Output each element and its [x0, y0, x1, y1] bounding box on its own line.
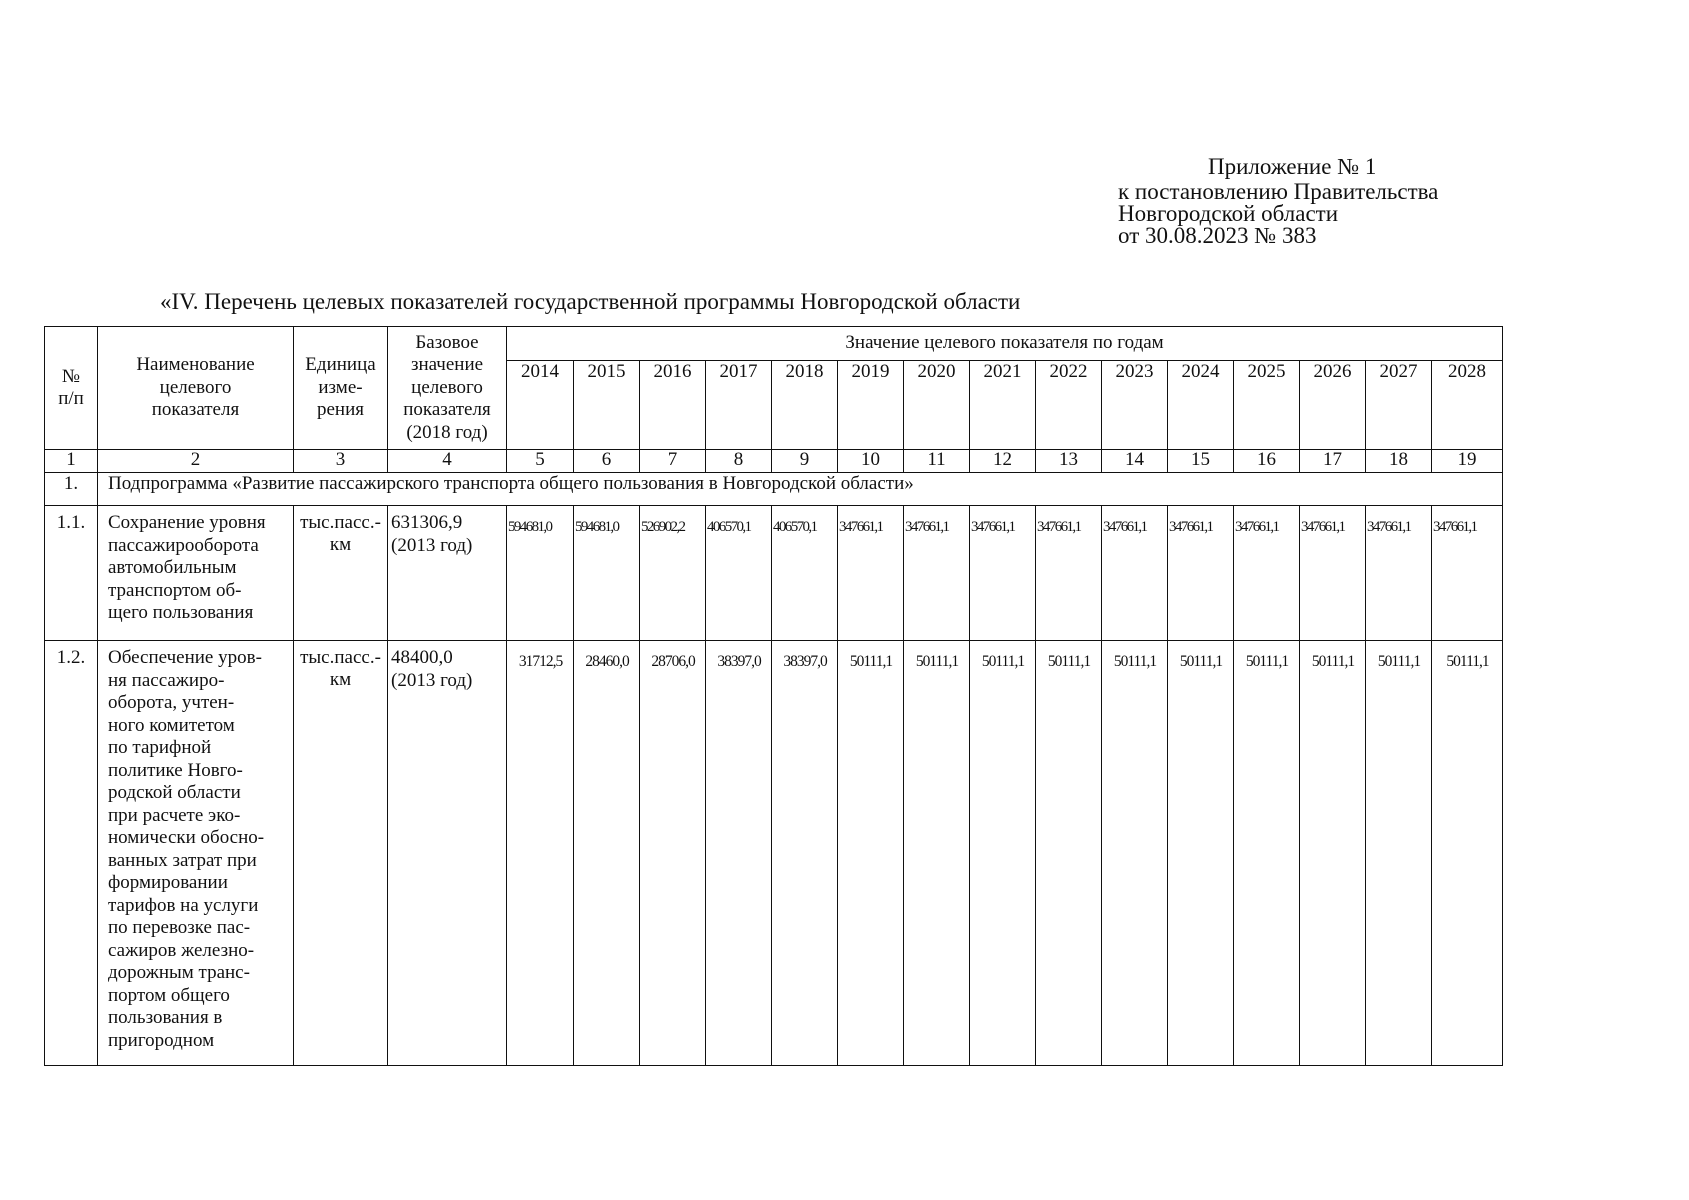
value-cell: 594681,0 — [574, 506, 640, 641]
column-number: 3 — [294, 450, 388, 473]
year-cell: 2026 — [1300, 361, 1366, 450]
header-row — [45, 327, 1503, 361]
value-cell: 347661,1 — [1102, 506, 1168, 641]
column-number: 12 — [970, 450, 1036, 473]
indicator-name: Обеспечение уров- ня пассажиро- оборота, учтен- ного комитетом по тарифной политике Новго- родской области при расчете эко- номически обосно- ванных затрат при формировании тарифов на услуги по перевозке пас- сажиров железно- дорожным транс- портом общего пользования в пригородном — [98, 641, 294, 1066]
column-number: 1 — [45, 450, 98, 473]
base-value-cell: 631306,9 (2013 год) — [388, 506, 507, 641]
row-num: 1.2. — [45, 641, 98, 1066]
value-cell: 50111,1 — [1036, 641, 1102, 1066]
value-cell: 406570,1 — [772, 506, 838, 641]
value-cell: 50111,1 — [1432, 641, 1503, 1066]
year-cell: 2019 — [838, 361, 904, 450]
column-number: 13 — [1036, 450, 1102, 473]
column-number: 14 — [1102, 450, 1168, 473]
value-cell: 347661,1 — [1366, 506, 1432, 641]
year-cell: 2017 — [706, 361, 772, 450]
year-cell: 2024 — [1168, 361, 1234, 450]
value-cell: 50111,1 — [970, 641, 1036, 1066]
value-cell: 50111,1 — [1300, 641, 1366, 1066]
header-num: № п/п — [45, 327, 98, 450]
indicator-name: Сохранение уровня пассажирооборота автомобильным транспортом об- щего пользования — [98, 506, 294, 641]
value-cell: 594681,0 — [507, 506, 574, 641]
value-cell: 38397,0 — [706, 641, 772, 1066]
value-cell: 347661,1 — [970, 506, 1036, 641]
header-years-group: Значение целевого показателя по годам — [507, 327, 1503, 361]
subprogram-row — [45, 473, 1503, 506]
indicators-table — [44, 326, 1503, 1066]
value-cell: 50111,1 — [1102, 641, 1168, 1066]
document-title: «IV. Перечень целевых показателей государственной программы Новгородской области — [160, 289, 1021, 314]
year-cell: 2016 — [640, 361, 706, 450]
value-cell: 38397,0 — [772, 641, 838, 1066]
column-number: 9 — [772, 450, 838, 473]
value-cell: 28460,0 — [574, 641, 640, 1066]
column-number: 6 — [574, 450, 640, 473]
value-cell: 347661,1 — [1234, 506, 1300, 641]
value-cell: 50111,1 — [904, 641, 970, 1066]
year-cell: 2020 — [904, 361, 970, 450]
column-number: 17 — [1300, 450, 1366, 473]
value-cell: 526902,2 — [640, 506, 706, 641]
unit-cell: тыс.пасс.- км — [294, 641, 388, 1066]
header-name: Наименование целевого показателя — [98, 327, 294, 450]
year-cell: 2025 — [1234, 361, 1300, 450]
appendix-line: от 30.08.2023 № 383 — [1118, 223, 1317, 248]
appendix-reference — [1118, 181, 1438, 247]
value-cell: 406570,1 — [706, 506, 772, 641]
appendix-line: к постановлению Правительства — [1118, 179, 1439, 204]
value-cell: 347661,1 — [904, 506, 970, 641]
subprogram-name: Подпрограмма «Развитие пассажирского транспорта общего пользования в Новгородской области» — [98, 473, 1503, 506]
value-cell: 347661,1 — [1036, 506, 1102, 641]
value-cell: 50111,1 — [1366, 641, 1432, 1066]
year-cell: 2023 — [1102, 361, 1168, 450]
column-number: 10 — [838, 450, 904, 473]
year-cell: 2018 — [772, 361, 838, 450]
value-cell: 50111,1 — [838, 641, 904, 1066]
column-numbers-row — [45, 450, 1503, 473]
value-cell: 31712,5 — [507, 641, 574, 1066]
value-cell: 28706,0 — [640, 641, 706, 1066]
column-number: 8 — [706, 450, 772, 473]
value-cell: 50111,1 — [1168, 641, 1234, 1066]
base-value-cell: 48400,0 (2013 год) — [388, 641, 507, 1066]
year-cell: 2014 — [507, 361, 574, 450]
year-cell: 2021 — [970, 361, 1036, 450]
value-cell: 347661,1 — [838, 506, 904, 641]
header-base: Базовое значение целевого показателя (2018 год) — [388, 327, 507, 450]
header-unit: Единица изме- рения — [294, 327, 388, 450]
column-number: 2 — [98, 450, 294, 473]
year-cell: 2015 — [574, 361, 640, 450]
value-cell: 347661,1 — [1300, 506, 1366, 641]
value-cell: 347661,1 — [1168, 506, 1234, 641]
subprogram-num: 1. — [45, 473, 98, 506]
year-cell: 2027 — [1366, 361, 1432, 450]
row-num: 1.1. — [45, 506, 98, 641]
column-number: 18 — [1366, 450, 1432, 473]
column-number: 15 — [1168, 450, 1234, 473]
value-cell: 50111,1 — [1234, 641, 1300, 1066]
column-number: 7 — [640, 450, 706, 473]
table-row — [45, 641, 1503, 1066]
year-cell: 2022 — [1036, 361, 1102, 450]
year-cell: 2028 — [1432, 361, 1503, 450]
column-number: 4 — [388, 450, 507, 473]
column-number: 5 — [507, 450, 574, 473]
value-cell: 347661,1 — [1432, 506, 1503, 641]
column-number: 19 — [1432, 450, 1503, 473]
column-number: 16 — [1234, 450, 1300, 473]
table-row — [45, 506, 1503, 641]
appendix-line: Новгородской области — [1118, 201, 1339, 226]
unit-cell: тыс.пасс.- км — [294, 506, 388, 641]
appendix-title: Приложение № 1 — [1208, 154, 1377, 179]
column-number: 11 — [904, 450, 970, 473]
